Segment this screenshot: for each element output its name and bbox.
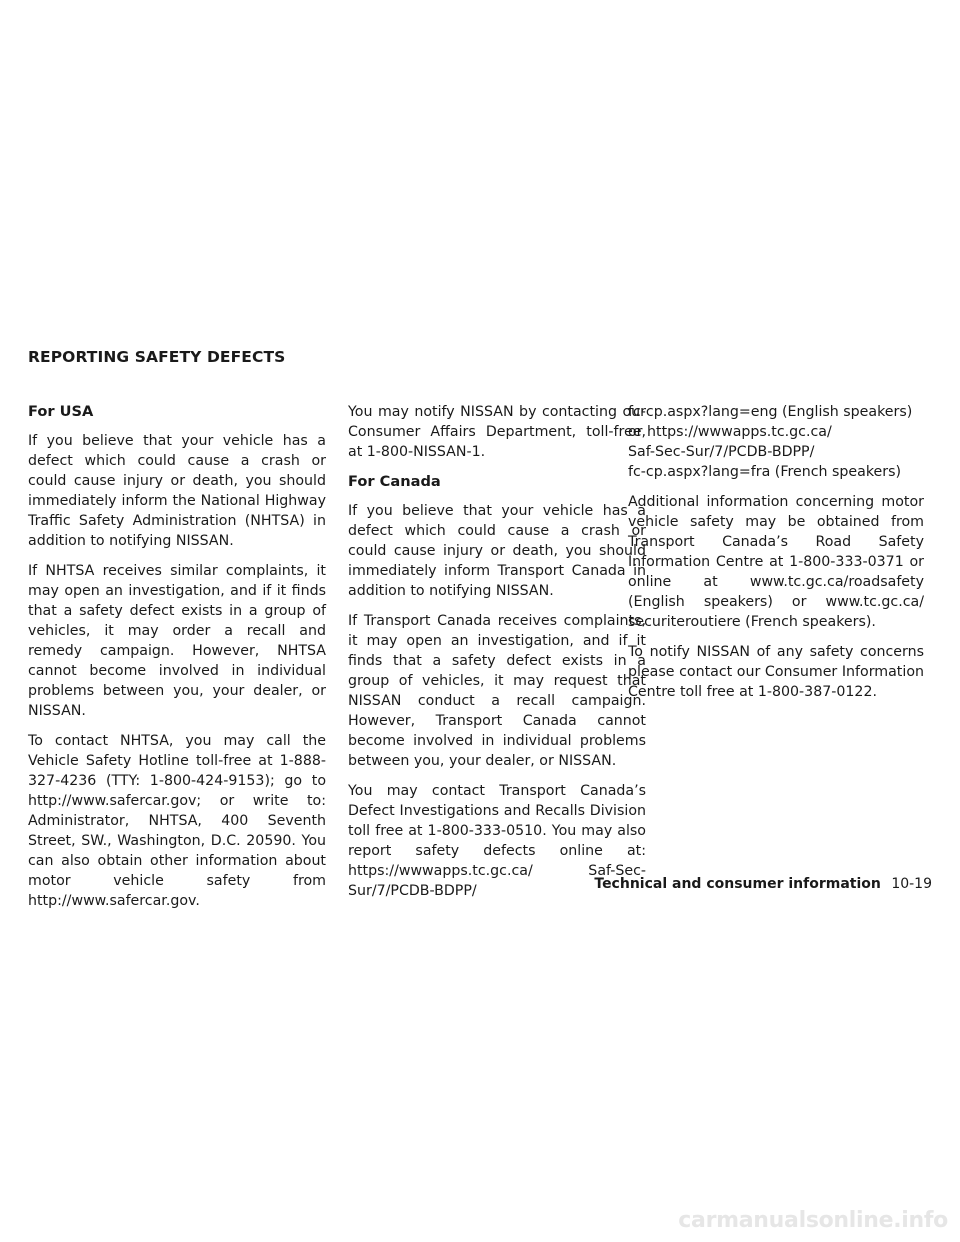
footer-section-title: Technical and consumer information — [594, 876, 881, 892]
canada-link-line-1: fc-cp.aspx?lang=eng (English speakers) or https://wwwapps.tc.gc.ca/ — [628, 404, 913, 440]
usa-paragraph-3: To contact NHTSA, you may call the Vehicle Safety Hotline toll-free at 1-888-327-4236 (TTY: 1-800-424-9153); go to http://www.safercar.gov; or write to: Administrator, NHTSA, 400 Seventh Street, SW., Washington, D.C. 20590. You can also obtain other information about motor vehicle safety from http://www.safercar.gov. — [28, 733, 326, 909]
canada-link-line-3: fc-cp.aspx?lang=fra (French speakers) — [628, 464, 902, 480]
canada-paragraph-5: To notify NISSAN of any safety concerns please contact our Consumer Information Centre toll free at 1-800-387-0122. — [628, 644, 924, 700]
canada-heading: For Canada — [348, 473, 441, 490]
column-2 — [348, 402, 646, 911]
watermark: carmanualsonline.info — [678, 1208, 948, 1233]
column-3 — [628, 402, 924, 712]
canada-paragraph-4: Additional information concerning motor vehicle safety may be obtained from Transport Canada’s Road Safety Information Centre at 1-800-333-0371 or online at www.tc.gc.ca/roadsafety (English speakers) or www.tc.gc.ca/ securiteroutiere (French speakers). — [628, 494, 924, 630]
canada-link-line-2: Saf-Sec-Sur/7/PCDB-BDPP/ — [628, 444, 815, 460]
usa-paragraph-4: You may notify NISSAN by contacting our Consumer Affairs Department, toll-free, at 1-800-NISSAN-1. — [348, 404, 646, 460]
section-title: REPORTING SAFETY DEFECTS — [28, 348, 286, 366]
usa-paragraph-1: If you believe that your vehicle has a defect which could cause a crash or could cause injury or death, you should immediately inform the National Highway Traffic Safety Administration (NHTSA) in addition to notifying NISSAN. — [28, 433, 326, 549]
canada-paragraph-1: If you believe that your vehicle has a defect which could cause a crash or could cause injury or death, you should immediately inform Transport Canada in addition to notifying NISSAN. — [348, 503, 646, 599]
canada-paragraph-3: You may contact Transport Canada’s Defect Investigations and Recalls Division toll free at 1-800-333-0510. You may also report safety defects online at: https://wwwapps.tc.gc.ca/ Saf-Sec-Sur/7/PCDB-BDPP/ — [348, 783, 646, 899]
usa-paragraph-2: If NHTSA receives similar complaints, it may open an investigation, and if it finds that a safety defect exists in a group of vehicles, it may order a recall and remedy campaign. However, NHTSA cannot become involved in individual problems between you, your dealer, or NISSAN. — [28, 563, 326, 719]
canada-paragraph-2: If Transport Canada receives complaints, it may open an investigation, and if it finds that a safety defect exists in a group of vehicles, it may request that NISSAN conduct a recall campaign. However, Transport Canada cannot become involved in individual problems between you, your dealer, or NISSAN. — [348, 613, 646, 769]
page-footer — [594, 876, 932, 892]
column-1 — [28, 402, 326, 921]
usa-heading: For USA — [28, 403, 94, 420]
page-number: 10-19 — [891, 876, 932, 892]
